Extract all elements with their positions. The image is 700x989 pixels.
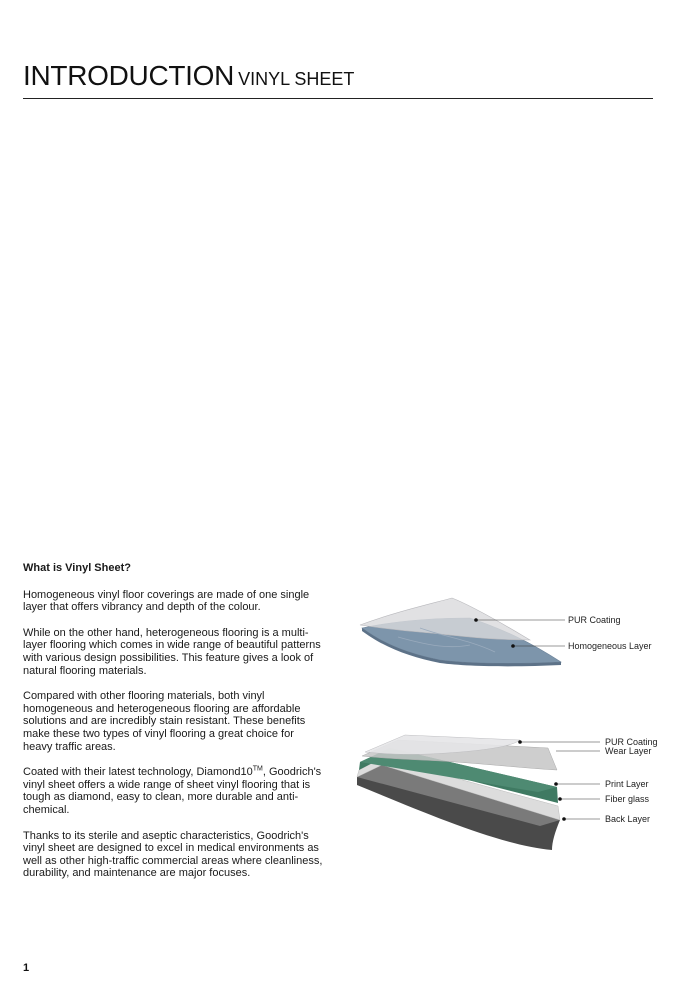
label-pur-coating-hetero: PUR Coating xyxy=(605,737,658,747)
page-number: 1 xyxy=(23,962,30,974)
label-print-layer: Print Layer xyxy=(605,779,649,789)
heterogeneous-diagram xyxy=(357,735,600,850)
trademark-mark: TM xyxy=(252,765,263,773)
label-fiber-glass: Fiber glass xyxy=(605,794,650,804)
paragraph-homogeneous: Homogeneous vinyl floor coverings are made of one single layer that offers vibrancy and depth of the colour. xyxy=(23,588,310,614)
section-heading: What is Vinyl Sheet? xyxy=(23,562,131,574)
page-subtitle: VINYL SHEET xyxy=(238,69,355,89)
label-back-layer: Back Layer xyxy=(605,814,651,824)
paragraph-sterile: Thanks to its sterile and aseptic characteristics, Goodrich's vinyl sheet are designed to excel in medical environments as well as other high-traffic commercial areas where cleanliness, durability, and maintenance are major focuses. xyxy=(23,829,323,880)
homogeneous-diagram xyxy=(360,598,565,666)
label-pur-coating: PUR Coating xyxy=(568,615,621,625)
coating-text-end: , Goodrich's vinyl sheet offers a wide range of sheet vinyl flooring that is tough as diamond, easy to clean, more durable and anti-chemical. xyxy=(23,766,322,816)
label-homogeneous-layer: Homogeneous Layer xyxy=(568,641,652,651)
coating-text-start: Coated with their latest technology, Diamond10 xyxy=(23,766,253,779)
paragraph-comparison: Compared with other flooring materials, both vinyl homogeneous and heterogeneous flooring are affordable solutions and are incredibly stain resistant. These benefits make these two types of vinyl flooring a great choice for heavy traffic areas. xyxy=(23,690,306,753)
label-wear-layer: Wear Layer xyxy=(605,746,652,756)
page-title: INTRODUCTION xyxy=(23,60,235,91)
paragraph-heterogeneous: While on the other hand, heterogeneous flooring is a multi-layer flooring which comes in wide range of beautiful patterns with various design possibilities. This feature gives a look of natural flooring materials. xyxy=(23,626,321,677)
